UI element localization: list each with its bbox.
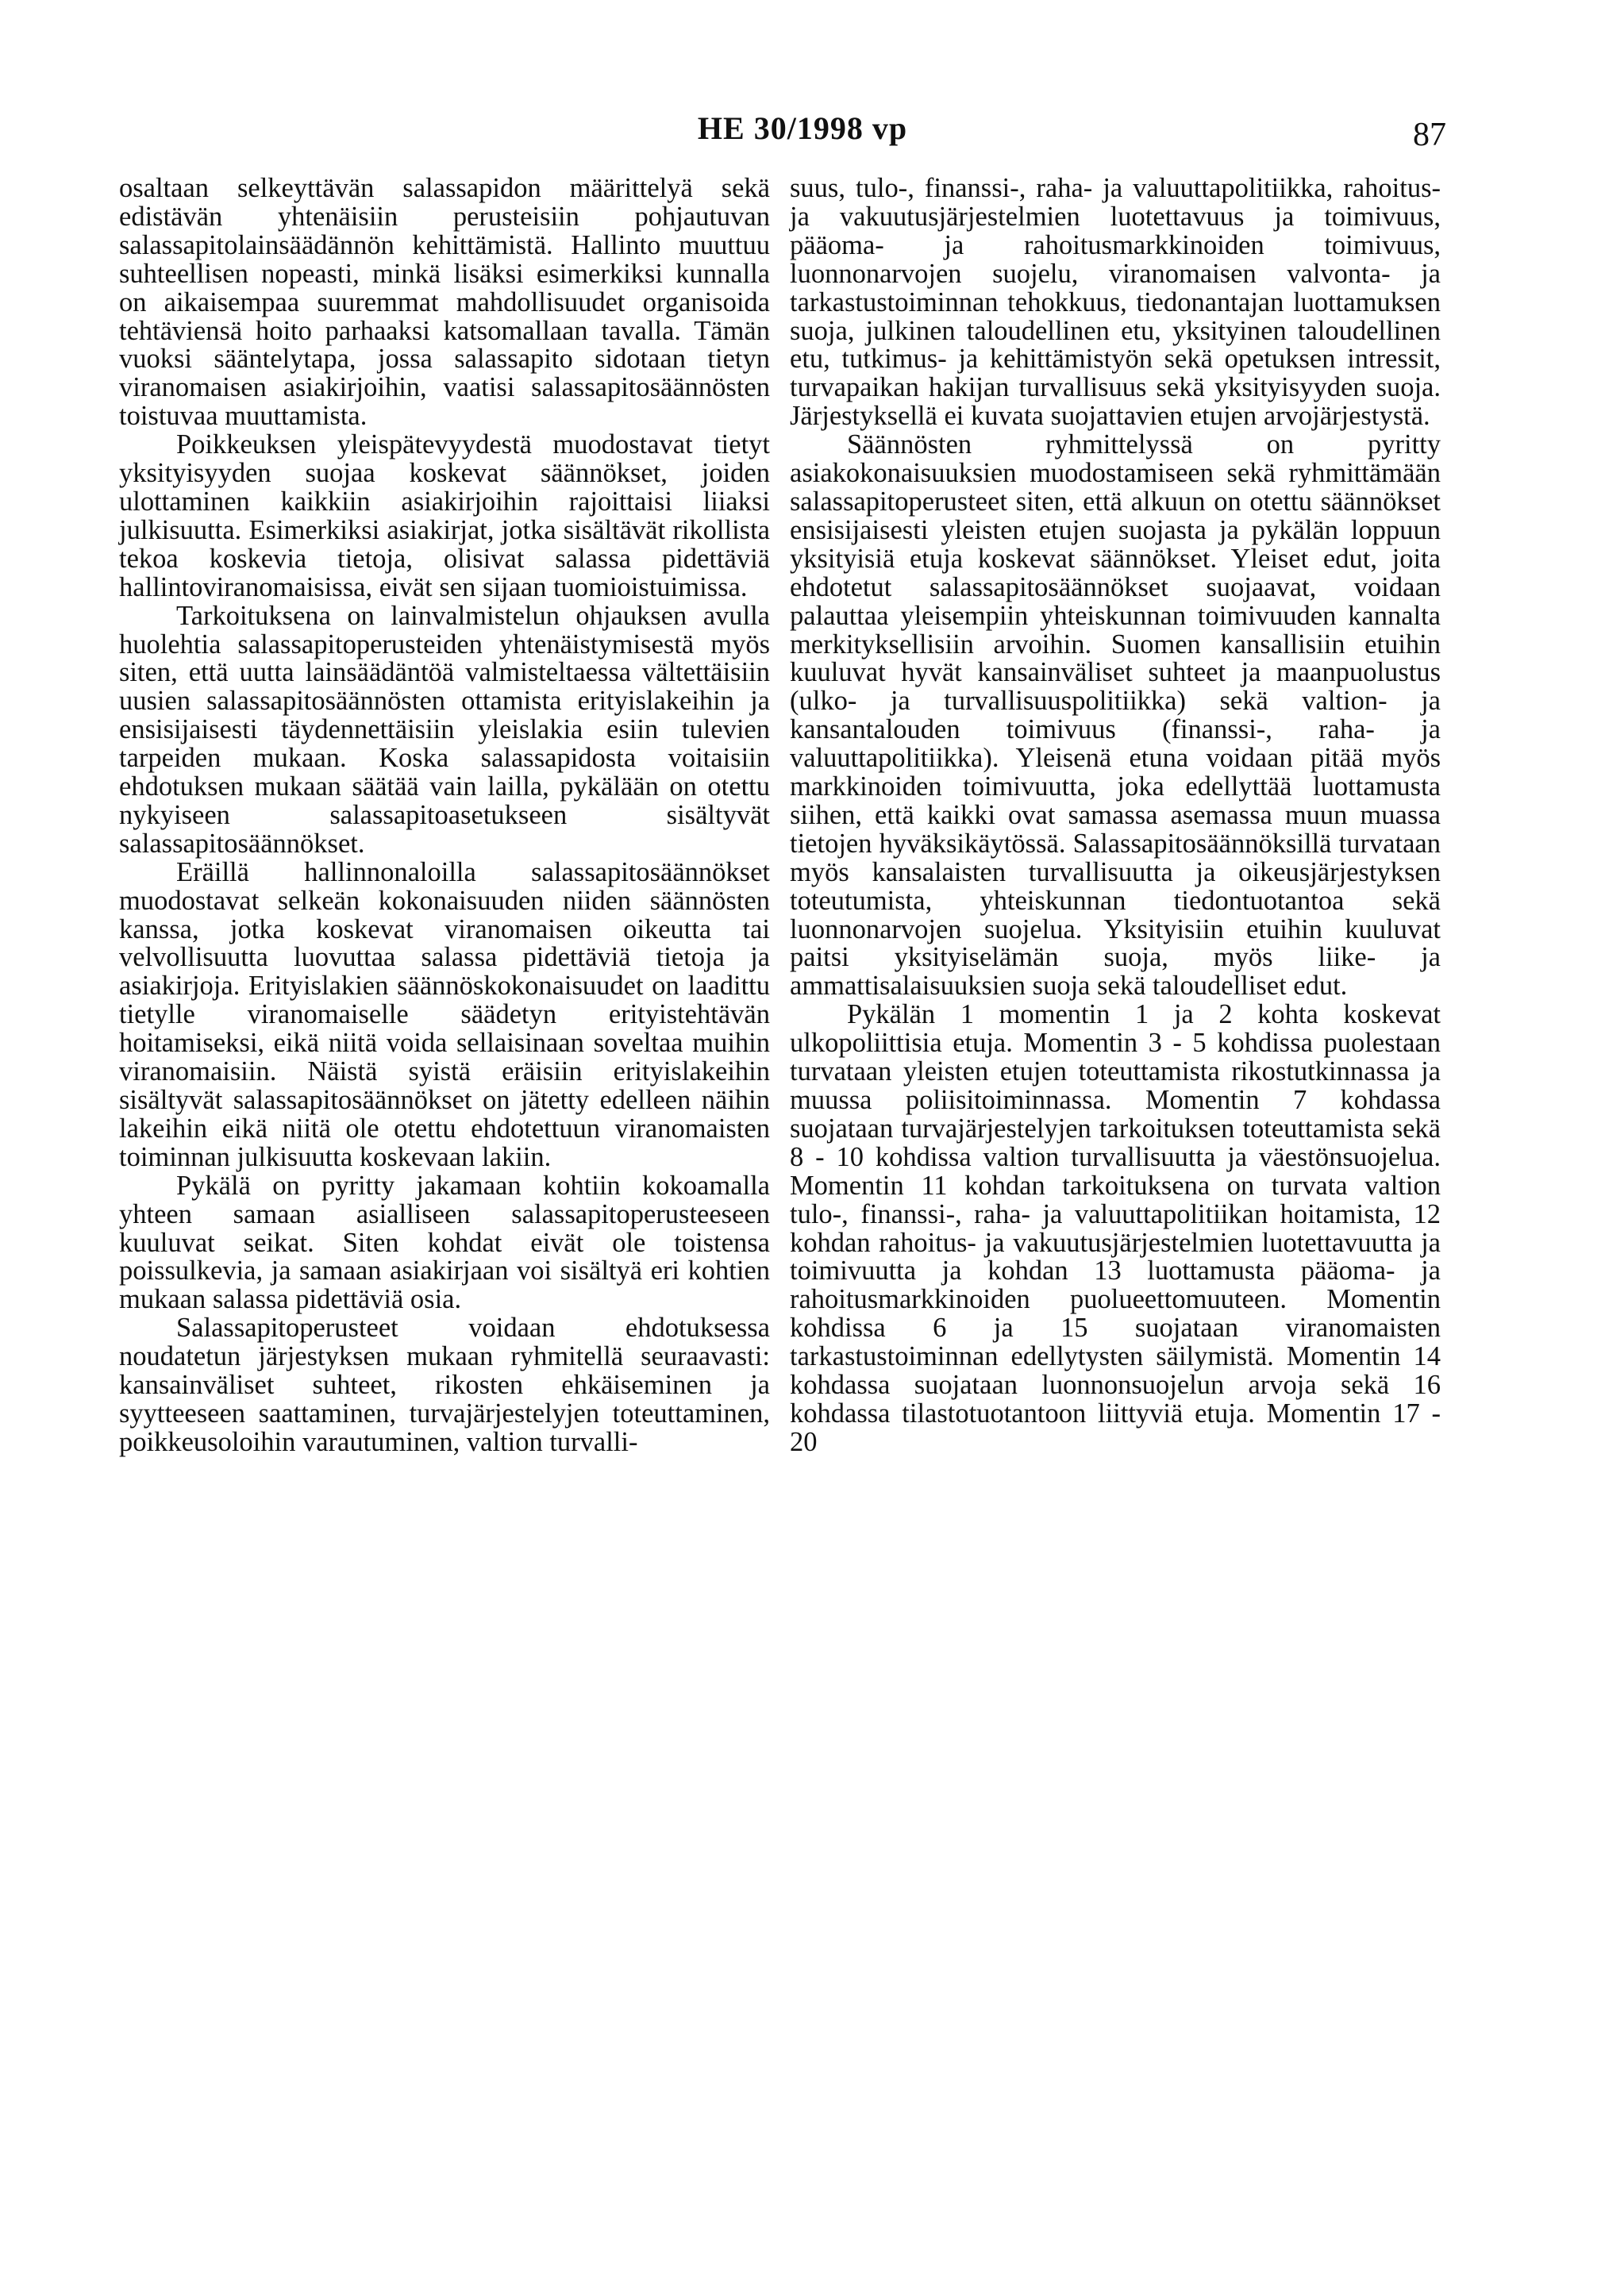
paragraph: Säännösten ryhmittelyssä on pyritty asiakokonaisuuksien muodostamiseen sekä ryhmittämään salassapitoperusteet siten, että alkuun on otettu säännökset ensisijaisesti yleisten etujen suojasta ja pykälän loppuun yksityisiä etuja koskevat säännökset. Yleiset edut, joita ehdotetut salassapitosäännökset suojaavat, voidaan palauttaa yleisempiin yhteiskunnan toimivuuden kannalta merkityksellisiin arvoihin. Suomen kansallisiin etuihin kuuluvat hyvät kansainväliset suhteet ja maanpuolustus (ulko- ja turvallisuuspolitiikka) sekä valtion- ja kansantalouden toimivuus (finanssi-, raha- ja valuuttapolitiikka). Yleisenä etuna voidaan pitää myös markkinoiden toimivuutta, joka edellyttää luottamusta siihen, että kaikki ovat samassa asemassa muun muassa tietojen hyväksikäytössä. Salassapitosäännöksillä turvataan myös kansalaisten turvallisuutta ja oikeusjärjestyksen toteutumista, yhteiskunnan tiedontuotantoa sekä luonnonarvojen suojelua. Yksityisiin etuihin kuuluvat paitsi yksityiselämän suoja, myös liike- ja ammattisalaisuuksien suoja sekä taloudelliset edut. bbox=[790, 429, 1441, 1002]
paragraph: Salassapitoperusteet voidaan ehdotuksessa noudatetun järjestyksen mukaan ryhmitellä seuraavasti: kansainväliset suhteet, rikosten ehkäiseminen ja syytteeseen saattaminen, turvajärjestelyjen toteuttaminen, poikkeusoloihin varautuminen, valtion turvalli- bbox=[119, 1313, 770, 1457]
left-text-column bbox=[119, 175, 770, 1457]
document-header-title: HE 30/1998 vp bbox=[697, 110, 908, 146]
page-number: 87 bbox=[1413, 117, 1446, 153]
paragraph: Poikkeuksen yleispätevyydestä muodostavat tietyt yksityisyyden suojaa koskevat säännökset, joiden ulottaminen kaikkiin asiakirjoihin rajoittaisi liiaksi julkisuutta. Esimerkiksi asiakirjat, jotka sisältävät rikollista tekoa koskevia tietoja, olisivat salassa pidettäviä hallintoviranomaisissa, eivät sen sijaan tuomioistuimissa. bbox=[119, 429, 770, 602]
paragraph: suus, tulo-, finanssi-, raha- ja valuuttapolitiikka, rahoitus- ja vakuutusjärjestelmien luotettavuus ja toimivuus, pääoma- ja rahoitusmarkkinoiden toimivuus, luonnonarvojen suojelu, viranomaisen valvonta- ja tarkastustoiminnan tehokkuus, tiedonantajan luottamuksen suoja, julkinen taloudellinen etu, yksityinen taloudellinen etu, tutkimus- ja kehittämistyön sekä opetuksen intressit, turvapaikan hakijan turvallisuus sekä yksityisyyden suoja. Järjestyksellä ei kuvata suojattavien etujen arvojärjestystä. bbox=[790, 173, 1441, 432]
paragraph: Tarkoituksena on lainvalmistelun ohjauksen avulla huolehtia salassapitoperusteiden yhtenäistymisestä myös siten, että uutta lainsäädäntöä valmisteltaessa vältettäisiin uusien salassapitosäännösten ottamista erityislakeihin ja ensisijaisesti täydennettäisiin yleislakia esiin tulevien tarpeiden mukaan. Koska salassapidosta voitaisiin ehdotuksen mukaan säätää vain lailla, pykälään on otettu nykyiseen salassapitoasetukseen sisältyvät salassapitosäännökset. bbox=[119, 600, 770, 859]
paragraph: Pykälän 1 momentin 1 ja 2 kohta koskevat ulkopoliittisia etuja. Momentin 3 - 5 kohdissa puolestaan turvataan yleisten etujen toteuttamista rikostutkinnassa ja muussa poliisitoiminnassa. Momentin 7 kohdassa suojataan turvajärjestelyjen tarkoituksen toteuttamista sekä 8 - 10 kohdissa valtion turvallisuutta ja väestönsuojelua. Momentin 11 kohdan tarkoituksena on turvata valtion tulo-, finanssi-, raha- ja valuuttapolitiikan hoitamista, 12 kohdan rahoitus- ja vakuutusjärjestelmien luotettavuutta ja toimivuutta ja kohdan 13 luottamusta pääoma- ja rahoitusmarkkinoiden puolueettomuuteen. Momentin kohdissa 6 ja 15 suojataan viranomaisten tarkastustoiminnan edellytysten säilymistä. Momentin 14 kohdassa suojataan luonnonsuojelun arvoja sekä 16 kohdassa tilastotuotantoon liittyviä etuja. Momentin 17 - 20 bbox=[790, 999, 1441, 1457]
paragraph: osaltaan selkeyttävän salassapidon määrittelyä sekä edistävän yhtenäisiin perusteisiin pohjautuvan salassapitolainsäädännön kehittämistä. Hallinto muuttuu suhteellisen nopeasti, minkä lisäksi esimerkiksi kunnalla on aikaisempaa suuremmat mahdollisuudet organisoida tehtäviensä hoito parhaaksi katsomallaan tavalla. Tämän vuoksi sääntelytapa, jossa salassapito sidotaan tietyn viranomaisen asiakirjoihin, vaatisi salassapitosäännösten toistuvaa muuttamista. bbox=[119, 173, 770, 432]
paragraph: Pykälä on pyritty jakamaan kohtiin kokoamalla yhteen samaan asialliseen salassapitoperusteeseen kuuluvat seikat. Siten kohdat eivät ole toistensa poissulkevia, ja samaan asiakirjaan voi sisältyä eri kohtien mukaan salassa pidettäviä osia. bbox=[119, 1170, 770, 1315]
paragraph: Eräillä hallinnonaloilla salassapitosäännökset muodostavat selkeän kokonaisuuden niiden säännösten kanssa, jotka koskevat viranomaisen oikeutta tai velvollisuutta luovuttaa salassa pidettäviä tietoja ja asiakirjoja. Erityislakien säännöskokonaisuudet on laadittu tietylle viranomaiselle säädetyn erityistehtävän hoitamiseksi, eikä niitä voida sellaisinaan soveltaa muihin viranomaisiin. Näistä syistä eräisiin erityislakeihin sisältyvät salassapitosäännökset on jätetty edelleen näihin lakeihin eikä niitä ole otettu ehdotettuun viranomaisten toiminnan julkisuutta koskevaan lakiin. bbox=[119, 856, 770, 1172]
right-text-column bbox=[790, 175, 1441, 1457]
